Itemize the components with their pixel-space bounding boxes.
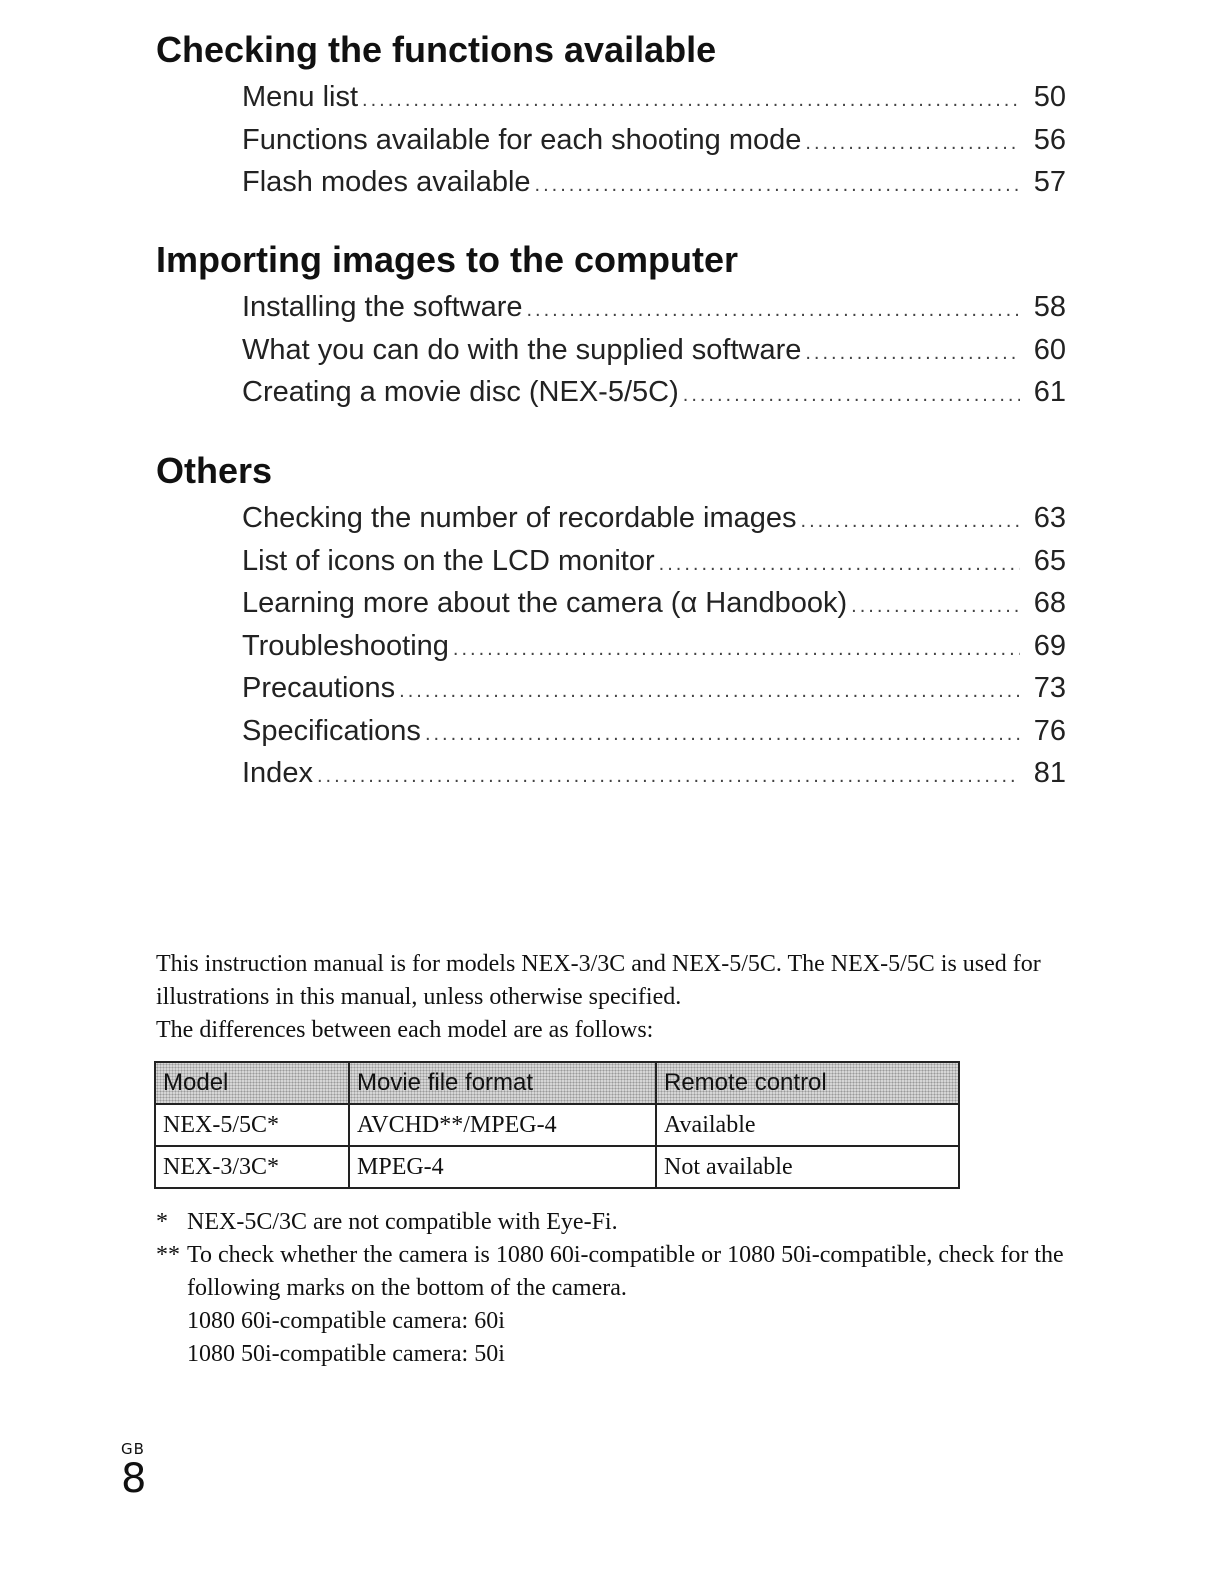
footnote-text: NEX-5C/3C are not compatible with Eye-Fi.: [187, 1209, 618, 1235]
table-header-cell: Movie file format: [349, 1062, 656, 1104]
table-cell: NEX-5/5C*: [155, 1104, 349, 1146]
toc-entry-title: Menu list: [242, 81, 359, 113]
dot-leader: [526, 299, 1019, 322]
dot-leader: [683, 384, 1020, 407]
dot-leader: [851, 595, 1020, 618]
dot-leader: [801, 510, 1020, 533]
table-cell: MPEG-4: [349, 1146, 656, 1188]
toc-entry-page: 73: [1033, 672, 1066, 704]
footnote-mark: *: [156, 1209, 168, 1235]
table-row: [155, 1146, 959, 1188]
dot-leader: [399, 680, 1020, 703]
footnote-line: 1080 50i-compatible camera: 50i: [187, 1341, 505, 1367]
footnote-body: [187, 1239, 1066, 1371]
toc-entry-title: Flash modes available: [242, 166, 531, 198]
toc-entry-title: Learning more about the camera (α Handbook): [242, 587, 848, 619]
toc-entry-page: 57: [1033, 166, 1066, 198]
toc-entry-page: 50: [1033, 81, 1066, 113]
toc-entry-title: What you can do with the supplied software: [242, 333, 802, 366]
dot-leader: [805, 342, 1019, 365]
footnote: [156, 1206, 1066, 1239]
toc-section: [156, 449, 1066, 800]
model-comparison-table: [154, 1061, 960, 1189]
intro-text: [156, 948, 1066, 1047]
toc-entry-page: 81: [1033, 757, 1066, 789]
toc-entry-title: List of icons on the LCD monitor: [242, 544, 655, 577]
dot-leader: [453, 638, 1020, 661]
toc-entry[interactable]: [242, 587, 1066, 630]
dot-leader: [659, 553, 1020, 576]
toc-entry-title: Troubleshooting: [242, 629, 449, 662]
toc-entry-page: 61: [1033, 376, 1066, 408]
toc-entry-page: 76: [1033, 714, 1066, 747]
dot-leader: [805, 132, 1019, 155]
toc-entry[interactable]: [242, 166, 1066, 209]
table-header-cell: Remote control: [656, 1062, 959, 1104]
toc-entry-title: Installing the software: [242, 291, 523, 323]
toc-entry-page: 60: [1033, 333, 1066, 366]
table-row: [155, 1104, 959, 1146]
toc-entry[interactable]: [242, 81, 1066, 124]
toc-entry-title: Precautions: [242, 672, 396, 704]
toc-entry[interactable]: [242, 630, 1066, 673]
footnote-mark: **: [156, 1242, 180, 1268]
table-cell: Available: [656, 1104, 959, 1146]
table-header-cell: Model: [155, 1062, 349, 1104]
page-number: 8: [121, 1456, 147, 1502]
toc-entry-title: Checking the number of recordable images: [242, 502, 797, 534]
intro-paragraph: This instruction manual is for models NEX-3/3C and NEX-5/5C. The NEX-5/5C is used for illustrations in this manual, unless otherwise specified.: [156, 951, 1041, 1010]
dot-leader: [535, 174, 1020, 197]
toc-entry[interactable]: [242, 334, 1066, 377]
table-cell: Not available: [656, 1146, 959, 1188]
toc-entry-page: 65: [1033, 544, 1066, 577]
dot-leader: [362, 89, 1020, 112]
toc-entry[interactable]: [242, 291, 1066, 334]
toc-entry-page: 69: [1033, 629, 1066, 662]
toc-entry-title: Specifications: [242, 714, 421, 747]
toc-entry[interactable]: [242, 715, 1066, 758]
section-heading: Checking the functions available: [156, 29, 717, 70]
toc-entry[interactable]: [242, 502, 1066, 545]
toc-entry-page: 63: [1033, 502, 1066, 534]
toc-list: [156, 291, 1066, 419]
toc-entry[interactable]: [242, 757, 1066, 800]
table-cell: AVCHD**/MPEG-4: [349, 1104, 656, 1146]
toc-entry[interactable]: [242, 672, 1066, 715]
intro-paragraph: The differences between each model are as follows:: [156, 1017, 654, 1043]
toc-entry-title: Index: [242, 757, 313, 789]
toc-entry[interactable]: [242, 545, 1066, 588]
toc-section: [156, 238, 1066, 419]
table-cell: NEX-3/3C*: [155, 1146, 349, 1188]
toc-entry-page: 68: [1033, 587, 1066, 619]
toc-list: [156, 502, 1066, 800]
footnotes: [156, 1206, 1066, 1371]
toc-entry-page: 58: [1033, 291, 1066, 323]
footnote: [156, 1239, 1066, 1371]
toc-entry-page: 56: [1033, 123, 1066, 156]
toc-entry-title: Functions available for each shooting mode: [242, 123, 802, 156]
toc-section: [156, 28, 1066, 209]
table-header-row: [155, 1062, 959, 1104]
section-heading: Others: [156, 450, 273, 491]
section-heading: Importing images to the computer: [156, 239, 739, 280]
toc-entry[interactable]: [242, 124, 1066, 167]
dot-leader: [317, 765, 1020, 788]
footnote-line: 1080 60i-compatible camera: 60i: [187, 1308, 505, 1334]
toc-entry-title: Creating a movie disc (NEX-5/5C): [242, 376, 679, 408]
footnote-text: To check whether the camera is 1080 60i-compatible or 1080 50i-compatible, check for the following marks on the bottom of the camera.: [187, 1242, 1064, 1301]
language-code: GB: [121, 1440, 145, 1458]
dot-leader: [425, 723, 1020, 746]
toc-entry[interactable]: [242, 376, 1066, 419]
toc-list: [156, 81, 1066, 209]
